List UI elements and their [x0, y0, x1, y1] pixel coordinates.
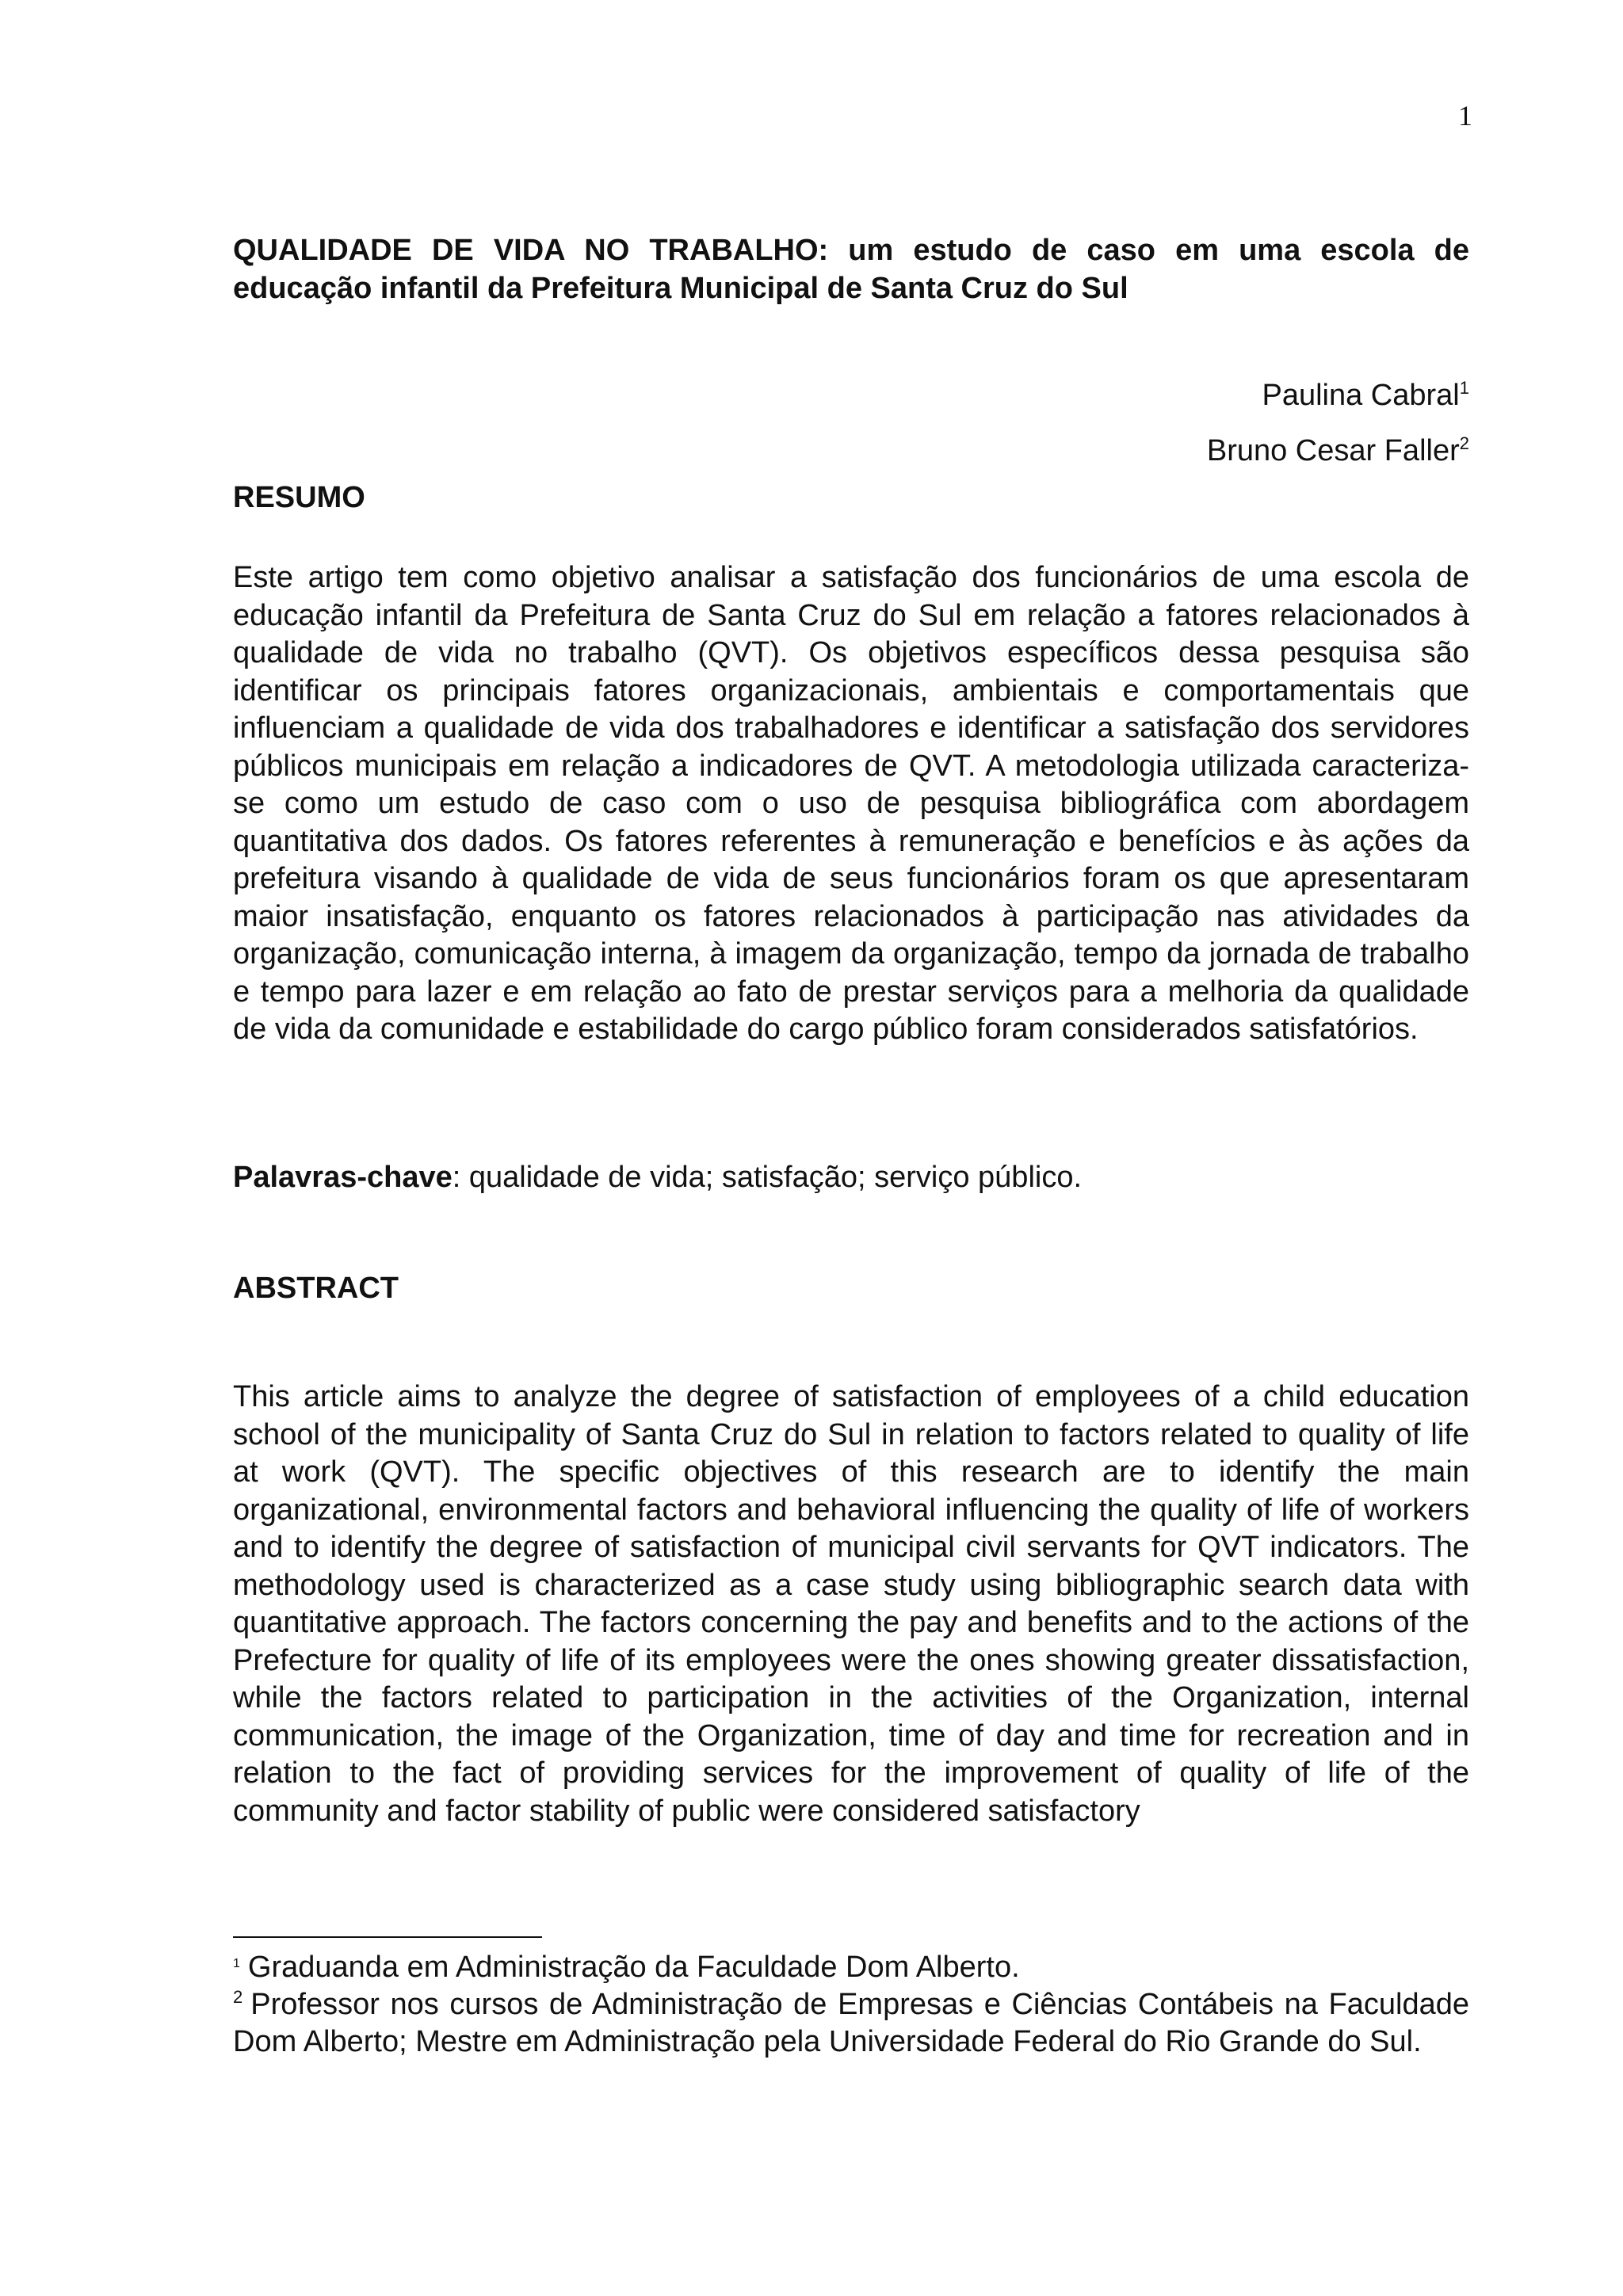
resumo-heading: RESUMO [233, 481, 365, 514]
author-name: Bruno Cesar Faller [1206, 434, 1460, 467]
author-footnote-mark: 1 [1459, 378, 1469, 398]
author-name: Paulina Cabral [1262, 379, 1460, 412]
keywords-text: : qualidade de vida; satisfação; serviço público. [452, 1161, 1083, 1194]
footnote-separator [233, 1936, 542, 1938]
author-list [1207, 368, 1469, 479]
author-footnote-mark: 2 [1459, 433, 1469, 453]
footnote-mark: 2 [233, 1987, 243, 2007]
abstract-heading: ABSTRACT [233, 1272, 399, 1305]
resumo-text: Este artigo tem como objetivo analisar a satisfação dos funcionários de uma escola de educação infantil da Prefeitura de Santa Cruz do Sul em relação a fatores relacionados à qualidade de vida no trabalho (QVT). Os objetivos específicos dessa pesquisa são identificar os principais fatores organizacionais, ambientais e comportamentais que influenciam a qualidade de vida dos trabalhadores e identificar a satisfação dos servidores públicos municipais em relação a indicadores de QVT. A metodologia utilizada caracteriza-se como um estudo de caso com o uso de pesquisa bibliográfica com abordagem quantitativa dos dados. Os fatores referentes à remuneração e benefícios e às ações da prefeitura visando à qualidade de vida de seus funcionários foram os que apresentaram maior insatisfação, enquanto os fatores relacionados à participação nas atividades da organização, comunicação interna, à imagem da organização, tempo da jornada de trabalho e tempo para lazer e em relação ao fato de prestar serviços para a melhoria da qualidade de vida da comunidade e estabilidade do cargo público foram considerados satisfatórios. [233, 561, 1469, 1046]
page-number: 1 [1458, 100, 1472, 132]
author-1 [1207, 368, 1469, 423]
footnote-text: Graduanda em Administração da Faculdade Dom Alberto. [247, 1951, 1020, 1984]
footnote-1 [233, 1949, 1469, 1986]
paper-title: QUALIDADE DE VIDA NO TRABALHO: um estudo de caso em uma escola de educação infantil da Prefeitura Municipal de Santa Cruz do Sul [233, 234, 1469, 305]
footnote-text: Professor nos cursos de Administração de Empresas e Ciências Contábeis na Faculdade Dom Alberto; Mestre em Administração pela Universidade Federal do Rio Grande do Sul. [233, 1988, 1469, 2058]
author-2 [1207, 423, 1469, 479]
footnotes [233, 1949, 1469, 2061]
keywords-label: Palavras-chave [233, 1161, 453, 1194]
footnote-2 [233, 1986, 1469, 2061]
abstract-text: This article aims to analyze the degree of satisfaction of employees of a child education school of the municipality of Santa Cruz do Sul in relation to factors related to quality of life at work (QVT). The specific objectives of this research are to identify the main organizational, environmental factors and behavioral influencing the quality of life of workers and to identify the degree of satisfaction of municipal civil servants for QVT indicators. The methodology used is characterized as a case study using bibliographic search data with quantitative approach. The factors concerning the pay and benefits and to the actions of the Prefecture for quality of life of its employees were the ones showing greater dissatisfaction, while the factors related to participation in the activities of the Organization, internal communication, the image of the Organization, time of day and time for recreation and in relation to the fact of providing services for the improvement of quality of life of the community and factor stability of public were considered satisfactory [233, 1380, 1469, 1828]
keywords-line [233, 1158, 1082, 1196]
footnote-mark: 1 [233, 1957, 240, 1970]
